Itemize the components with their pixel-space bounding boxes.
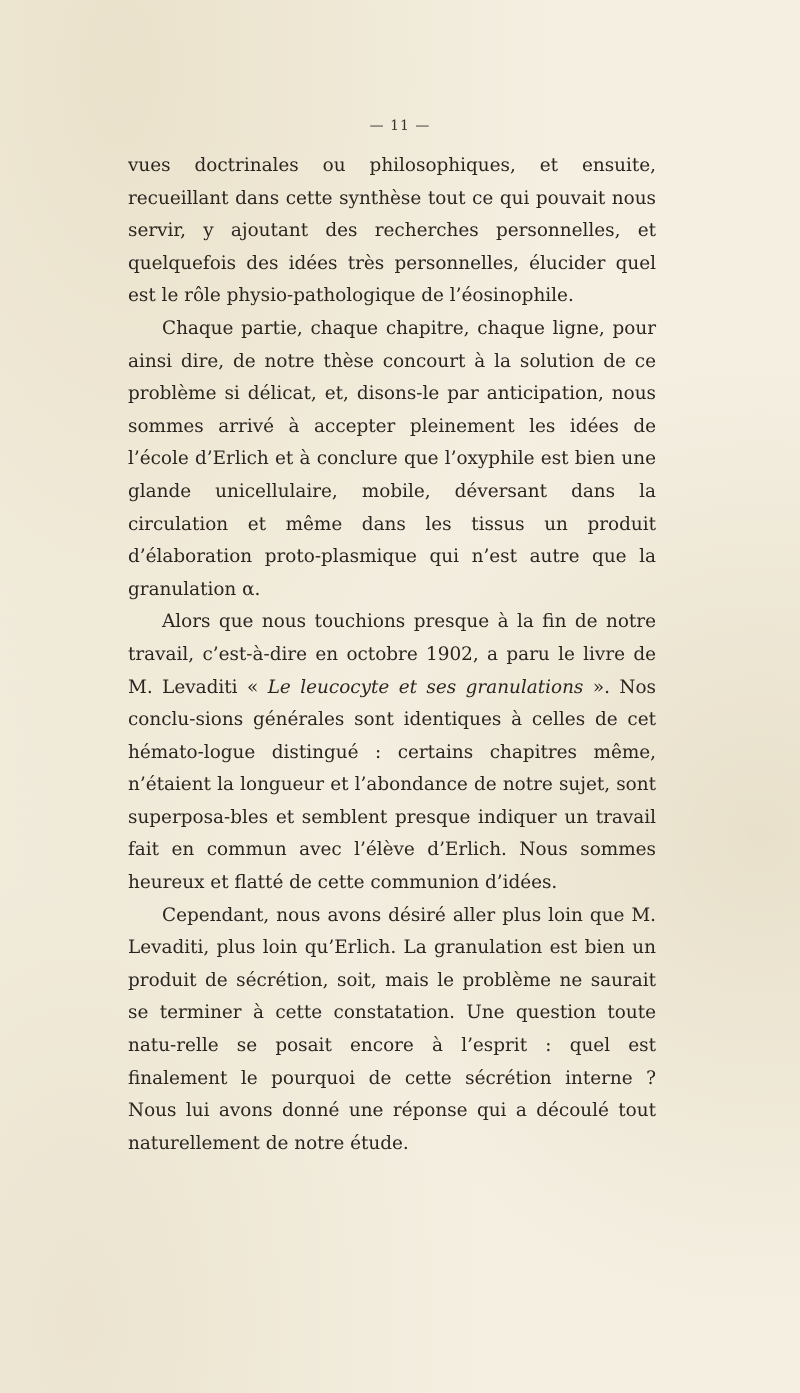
paragraph-2: Chaque partie, chaque chapitre, chaque ligne, pour ainsi dire, de notre thèse concourt à la solution de ce problème si délicat, et, disons-le par anticipation, nous sommes arrivé à accepter pleinement les idées de l’école d’Erlich et à conclure que l’oxyphile est bien une glande unicellulaire, mobile, déversant dans la circulation et même dans les tissus un produit d’élaboration proto-plasmique qui n’est autre que la granulation α. — [128, 317, 656, 600]
page-number: — 11 — — [369, 118, 431, 134]
paragraph-1: vues doctrinales ou philosophiques, et ensuite, recueillant dans cette synthèse tout ce qui pouvait nous servir, y ajoutant des recherches personnelles, et quelquefois des idées très personnelles, élucider quel est le rôle physio-pathologique de l’éosinophile. — [128, 155, 656, 307]
paragraph-3-before: Alors que nous touchions presque à la fin de notre travail, c’est-à-dire en octobre 1902, a paru le livre de M. Levaditi « — [128, 611, 656, 698]
paragraph-3-after: ». Nos conclu-sions générales sont identiques à celles de cet hémato-logue distingué : certains chapitres même, n’étaient la longueur et l’abondance de notre sujet, sont superposa-bles et semblent presque indiquer un travail fait en commun avec l’élève d’Erlich. Nous sommes heureux et flatté de cette communion d’idées. — [128, 676, 656, 894]
paragraph-4: Cependant, nous avons désiré aller plus loin que M. Levaditi, plus loin qu’Erlich. La granulation est bien un produit de sécrétion, soit, mais le problème ne saurait se terminer à cette constatation. Une question toute natu-relle se posait encore à l’esprit : quel est finalement le pourquoi de cette sécrétion interne ? Nous lui avons donné une réponse qui a découlé tout naturellement de notre étude. — [128, 904, 656, 1154]
book-title: Le leucocyte et ses granulations — [267, 676, 584, 698]
body-text — [128, 150, 656, 1160]
paragraph-3 — [128, 606, 656, 899]
